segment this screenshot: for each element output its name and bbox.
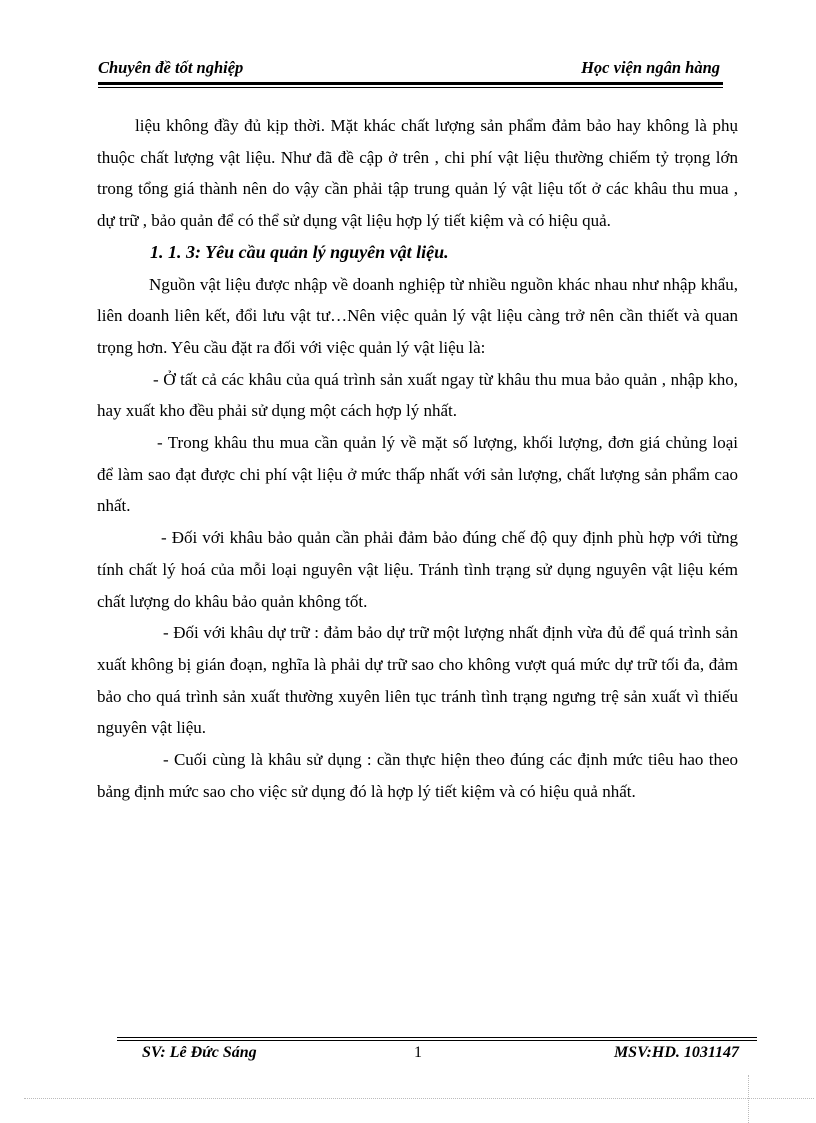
body-paragraph: - Đối với khâu dự trữ : đảm bảo dự trữ một lượng nhất định vừa đủ để quá trình sản xuất không bị gián đoạn, nghĩa là phải dự trữ sao cho không vượt quá mức dự trữ tối đa, đảm bảo cho quá trình sản xuất thường xuyên liên tục tránh tình trạng ngưng trệ sản xuất vì thiếu nguyên vật liệu. xyxy=(97,623,738,738)
page-boundary-horizontal xyxy=(24,1098,814,1099)
footer-student-id: MSV:HD. 1031147 xyxy=(613,1044,739,1061)
body-paragraph: liệu không đầy đủ kịp thời. Mặt khác chất lượng sản phẩm đảm bảo hay không là phụ thuộc chất lượng vật liệu. Như đã đề cập ở trên , chi phí vật liệu thường chiếm tỷ trọng lớn trong tổng giá thành nên do vậy cần phải tập trung quản lý vật liệu tốt ở các khâu thu mua , dự trữ , bảo quản để có thể sử dụng vật liệu hợp lý tiết kiệm và có hiệu quả. xyxy=(97,116,738,231)
page-number: 1 xyxy=(414,1044,422,1061)
body-paragraph: Nguồn vật liệu được nhập về doanh nghiệp từ nhiều nguồn khác nhau như nhập khẩu, liên doanh liên kết, đổi lưu vật tư…Nên việc quản lý vật liệu càng trở nên cần thiết và quan trọng hơn. Yêu cầu đặt ra đối với việc quản lý vật liệu là: xyxy=(97,274,738,357)
header-institution: Học viện ngân hàng xyxy=(581,58,720,77)
header-document-type: Chuyên đề tốt nghiệp xyxy=(98,58,244,77)
body-paragraph: - Đối với khâu bảo quản cần phải đảm bảo đúng chế độ quy định phù hợp với từng tính chất lý hoá của mỗi loại nguyên vật liệu. Tránh tình trạng sử dụng nguyên vật liệu kém chất lượng do khâu bảo quản không tốt. xyxy=(97,528,738,611)
page-header xyxy=(98,58,720,82)
body-paragraph: - Trong khâu thu mua cần quản lý về mặt số lượng, khối lượng, đơn giá chủng loại để làm sao đạt được chi phí vật liệu ở mức thấp nhất với sản lượng, chất lượng sản phẩm cao nhất. xyxy=(97,433,738,516)
body-paragraph: - Ở tất cả các khâu của quá trình sản xuất ngay từ khâu thu mua bảo quản , nhập kho, hay xuất kho đều phải sử dụng một cách hợp lý nhất. xyxy=(97,369,738,421)
footer-student-name: SV: Lê Đức Sáng xyxy=(142,1044,257,1061)
footer-divider xyxy=(117,1037,757,1041)
section-heading: 1. 1. 3: Yêu cầu quản lý nguyên vật liệu. xyxy=(150,241,449,262)
header-divider xyxy=(98,82,723,88)
body-paragraph: - Cuối cùng là khâu sử dụng : cần thực hiện theo đúng các định mức tiêu hao theo bảng định mức sao cho việc sử dụng đó là hợp lý tiết kiệm và có hiệu quả nhất. xyxy=(97,750,738,801)
document-body xyxy=(97,110,738,807)
page-boundary-vertical xyxy=(748,1075,749,1123)
page-footer xyxy=(117,1044,757,1068)
